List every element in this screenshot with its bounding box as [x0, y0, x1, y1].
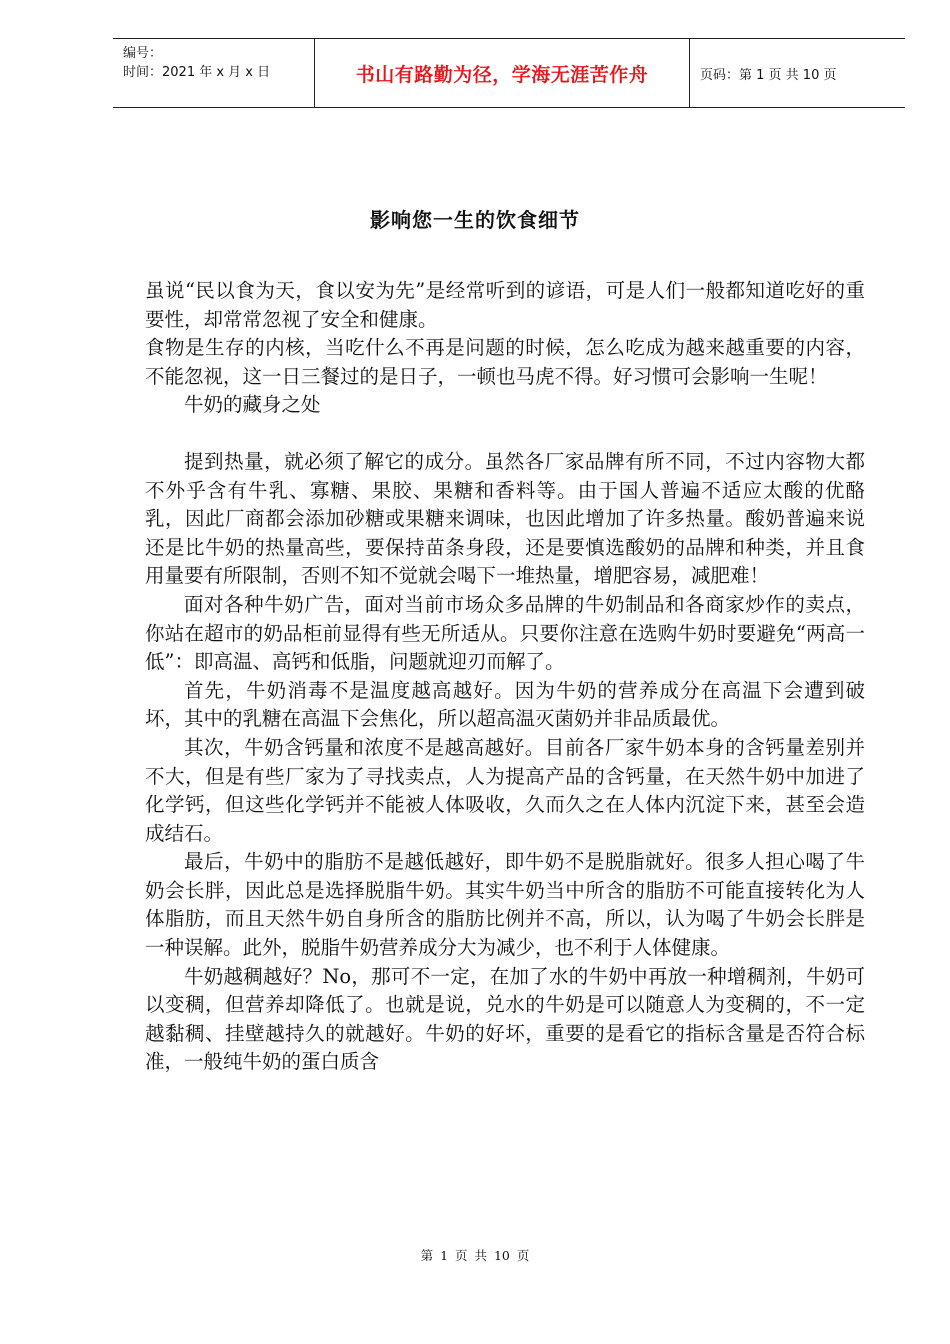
section-heading: 牛奶的藏身之处	[184, 393, 321, 417]
paragraph: 虽说“民以食为天，食以安为先”是经常听到的谚语，可是人们一般都知道吃好的重要性，却常常忽视了安全和健康。	[145, 279, 865, 331]
paragraph: 其次，牛奶含钙量和浓度不是越高越好。目前各厂家牛奶本身的含钙量差别并不大，但是有些厂家为了寻找卖点，人为提高产品的含钙量，在天然牛奶中加进了化学钙，但这些化学钙并不能被人体吸收，久而久之在人体内沉淀下来，甚至会造成结石。	[145, 735, 865, 845]
paragraph: 牛奶越稠越好？No，那可不一定，在加了水的牛奶中再放一种增稠剂，牛奶可以变稠，但营养却降低了。也就是说，兑水的牛奶是可以随意人为变稠的，不一定越黏稠、挂壁越持久的就越好。牛奶的好坏，重要的是看它的指标含量是否符合标准，一般纯牛奶的蛋白质含	[145, 964, 865, 1074]
paragraph: 首先，牛奶消毒不是温度越高越好。因为牛奶的营养成分在高温下会遭到破坏，其中的乳糖在高温下会焦化，所以超高温灭菌奶并非品质最优。	[145, 678, 865, 731]
paragraph: 面对各种牛奶广告，面对当前市场众多品牌的牛奶制品和各商家炒作的卖点，你站在超市的奶品柜前显得有些无所适从。只要你注意在选购牛奶时要避免“两高一低”：即高温、高钙和低脂，问题就迎刃而解了。	[145, 592, 865, 674]
document-body	[145, 277, 865, 1077]
header-meta	[113, 39, 315, 107]
header-page-info: 页码：第 1 页 共 10 页	[700, 67, 837, 83]
document-header	[113, 38, 905, 108]
document-title: 影响您一生的饮食细节	[370, 208, 580, 232]
page-footer: 第 1 页 共 10 页	[420, 1248, 530, 1263]
paragraph: 食物是生存的内核，当吃什么不再是问题的时候，怎么吃成为越来越重要的内容，不能忽视，这一日三餐过的是日子，一顿也马虎不得。好习惯可会影响一生呢！	[145, 336, 865, 388]
paragraph: 最后，牛奶中的脂肪不是越低越好，即牛奶不是脱脂就好。很多人担心喝了牛奶会长胖，因此总是选择脱脂牛奶。其实牛奶当中所含的脂肪不可能直接转化为人体脂肪，而且天然牛奶自身所含的脂肪比例并不高，所以，认为喝了牛奶会长胖是一种误解。此外，脱脂牛奶营养成分大为减少，也不利于人体健康。	[145, 850, 865, 960]
paragraph: 提到热量，就必须了解它的成分。虽然各厂家品牌有所不同，不过内容物大都不外乎含有牛乳、寡糖、果胶、果糖和香料等。由于国人普遍不适应太酸的优酪乳，因此厂商都会添加砂糖或果糖来调味，也因此增加了许多热量。酸奶普遍来说还是比牛奶的热量高些，要保持苗条身段，还是要慎选酸奶的品牌和种类，并且食用量要有所限制，否则不知不觉就会喝下一堆热量，增肥容易，减肥难！	[145, 449, 865, 588]
serial-number-label: 编号：	[123, 46, 163, 61]
header-motto: 书山有路勤为径，学海无涯苦作舟	[315, 39, 690, 107]
date-label: 时间：2021 年 x 月 x 日	[123, 65, 271, 80]
